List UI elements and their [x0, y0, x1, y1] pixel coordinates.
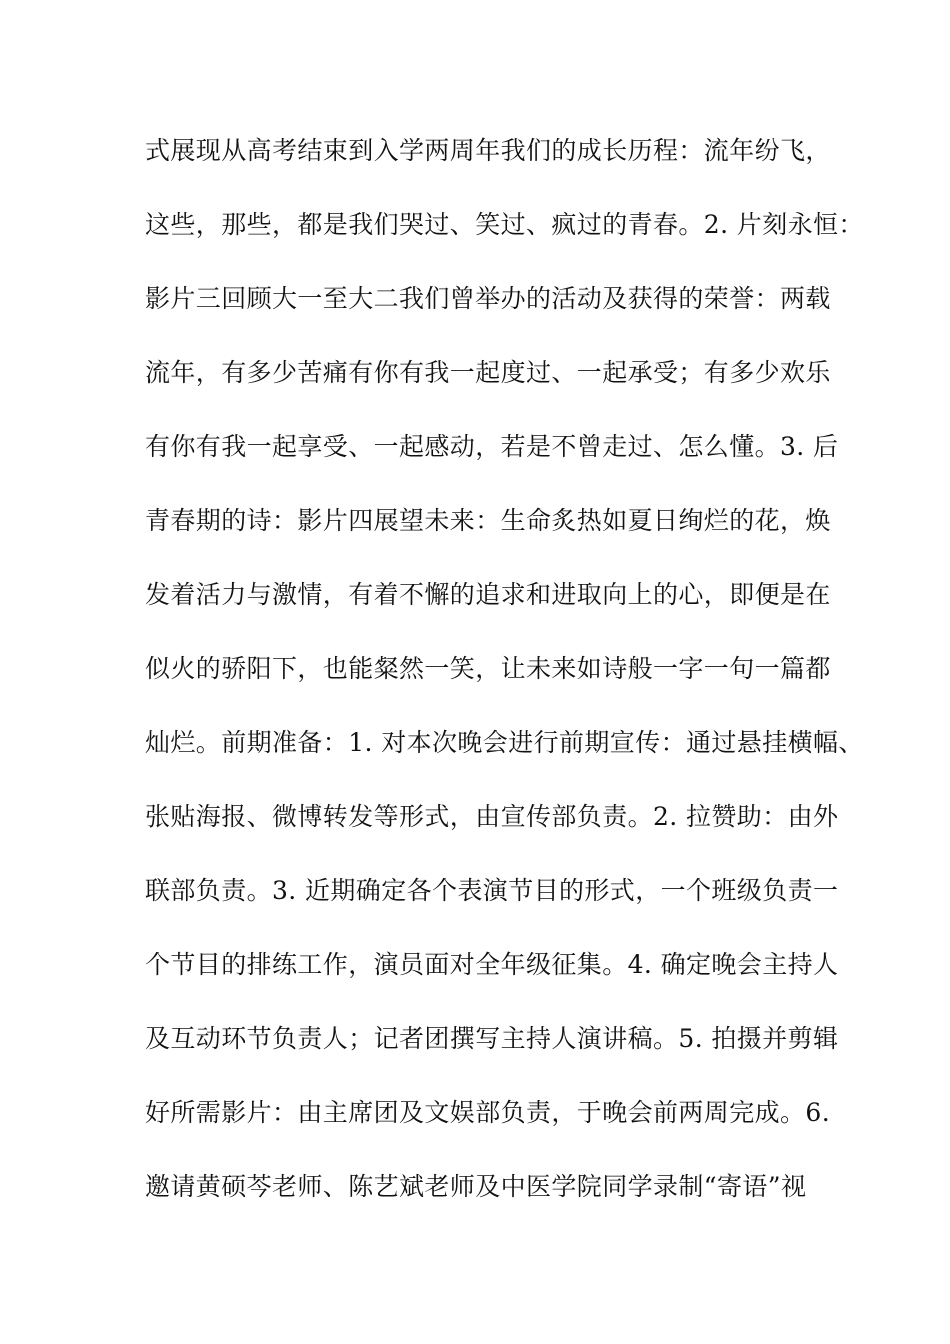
text-line: 联部负责。3. 近期确定各个表演节目的形式，一个班级负责一 [145, 876, 839, 905]
text-line: 有你有我一起享受、一起感动，若是不曾走过、怎么懂。3. 后 [145, 432, 839, 461]
text-line: 似火的骄阳下，也能粲然一笑，让未来如诗般一字一句一篇都 [145, 654, 831, 683]
text-line: 这些，那些，都是我们哭过、笑过、疯过的青春。2. 片刻永恒： [145, 210, 864, 239]
text-line: 青春期的诗：影片四展望未来：生命炙热如夏日绚烂的花，焕 [145, 506, 831, 535]
text-line: 式展现从高考结束到入学两周年我们的成长历程：流年纷飞， [145, 136, 831, 165]
text-line: 好所需影片：由主席团及文娱部负责，于晚会前两周完成。6. [145, 1098, 831, 1127]
text-line: 影片三回顾大一至大二我们曾举办的活动及获得的荣誉：两载 [145, 284, 831, 313]
text-line: 及互动环节负责人；记者团撰写主持人演讲稿。5. 拍摄并剪辑 [145, 1024, 839, 1053]
body-text [145, 132, 864, 1242]
text-line: 发着活力与激情，有着不懈的追求和进取向上的心，即便是在 [145, 580, 831, 609]
text-line: 张贴海报、微博转发等形式，由宣传部负责。2. 拉赞助：由外 [145, 802, 839, 831]
text-line: 邀请黄硕芩老师、陈艺斌老师及中医学院同学录制“寄语”视 [145, 1172, 807, 1201]
text-line: 灿烂。前期准备：1. 对本次晚会进行前期宣传：通过悬挂横幅、 [145, 728, 864, 757]
text-line: 流年，有多少苦痛有你有我一起度过、一起承受；有多少欢乐 [145, 358, 831, 387]
text-line: 个节目的排练工作，演员面对全年级征集。4. 确定晚会主持人 [145, 950, 839, 979]
